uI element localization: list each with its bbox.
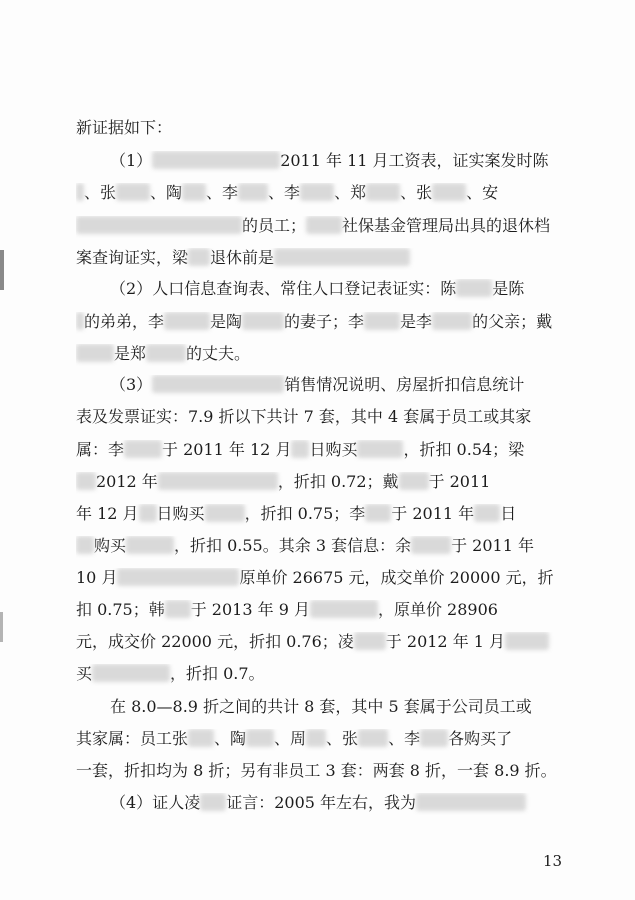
text-segment: 于 2011 <box>428 472 491 491</box>
evidence-1-line-3 <box>76 216 576 238</box>
redaction <box>358 729 388 747</box>
text-segment: 证言：2005 年左右，我为 <box>226 793 417 812</box>
redaction <box>76 472 96 490</box>
text-segment: 日 <box>500 504 517 523</box>
evidence-3-line-2 <box>76 407 576 429</box>
item-number: （4） <box>110 793 153 812</box>
redaction <box>366 183 400 201</box>
redaction <box>200 793 226 811</box>
text-segment: 2011 年 11 月工资表，证实案发时陈 <box>280 151 549 170</box>
evidence-3-line-4 <box>76 472 576 494</box>
text-segment: 一套，折扣均为 8 折；另有非员工 3 套：两套 8 折，一套 8.9 折。 <box>76 761 557 780</box>
evidence-3-line-9 <box>76 632 576 654</box>
text-segment: ，折扣 0.75；李 <box>244 504 366 523</box>
redaction <box>152 151 280 169</box>
text-segment: 、李 <box>206 183 239 202</box>
redaction <box>182 183 206 201</box>
redaction <box>300 183 334 201</box>
text-segment: 是陈 <box>492 279 525 298</box>
redaction <box>158 472 278 490</box>
text-segment: 各购买了 <box>448 729 513 748</box>
evidence-1-line-4 <box>76 248 576 270</box>
redaction <box>76 312 84 330</box>
text-segment: 于 2013 年 9 月 <box>190 600 310 619</box>
text-segment: 人口信息查询表、常住人口登记表证实：陈 <box>152 279 457 298</box>
redaction <box>416 793 526 811</box>
redaction <box>76 344 114 362</box>
redaction <box>242 312 284 330</box>
text-segment: 、张 <box>84 183 117 202</box>
evidence-3-line-1 <box>110 375 580 397</box>
scan-edge-shadow <box>0 250 4 290</box>
text-segment: 、李 <box>268 183 301 202</box>
evidence-2-line-3 <box>76 344 576 366</box>
text-segment: 其家属：员工张 <box>76 729 189 748</box>
evidence-3-line-10 <box>76 664 576 686</box>
text-segment: 的员工； <box>242 216 307 235</box>
page-number: 13 <box>543 852 563 870</box>
redaction <box>411 536 451 554</box>
redaction <box>146 344 186 362</box>
redaction <box>116 183 150 201</box>
redaction <box>432 183 466 201</box>
evidence-1-line-1 <box>110 151 580 173</box>
redaction <box>456 279 492 297</box>
text-segment: 表及发票证实：7.9 折以下共计 7 套，其中 4 套属于员工或其家 <box>76 407 532 426</box>
redaction <box>306 729 326 747</box>
redaction <box>399 472 429 490</box>
evidence-3-line-6 <box>76 536 576 558</box>
redaction <box>420 729 448 747</box>
redaction <box>165 600 191 618</box>
text-segment: 退休前是 <box>210 248 275 267</box>
evidence-2-line-1 <box>110 279 580 301</box>
redaction <box>152 375 284 393</box>
evidence-3-line-3 <box>76 440 576 462</box>
discount-paragraph-line-2 <box>76 729 576 751</box>
text-segment: 的丈夫。 <box>186 344 251 363</box>
redaction <box>92 664 170 682</box>
item-number: （1） <box>110 151 153 170</box>
text-segment: 属：李 <box>76 440 125 459</box>
redaction <box>357 440 403 458</box>
redaction <box>188 729 214 747</box>
text-segment: 、安 <box>466 183 499 202</box>
text-segment: ，折扣 0.7。 <box>170 664 265 683</box>
redaction <box>365 504 391 522</box>
text-segment: 于 2011 年 <box>391 504 475 523</box>
text-segment: 购买 <box>94 536 127 555</box>
text-segment: 于 2011 年 12 月 <box>162 440 292 459</box>
text-segment: 、陶 <box>150 183 183 202</box>
redaction <box>505 632 549 650</box>
text-segment: 销售情况说明、房屋折扣信息统计 <box>284 375 525 394</box>
evidence-4-line-1 <box>110 793 580 815</box>
evidence-2-line-2 <box>76 312 576 334</box>
redaction <box>139 504 157 522</box>
discount-paragraph-line-1 <box>110 697 580 719</box>
text-segment: 、郑 <box>334 183 367 202</box>
redaction <box>188 248 210 266</box>
text-segment: 、李 <box>388 729 421 748</box>
text-segment: 于 2012 年 1 月 <box>385 632 506 651</box>
text-segment: 10 月 <box>76 568 118 587</box>
text-segment: 的妻子；李 <box>284 312 365 331</box>
scan-edge-shadow <box>0 612 3 642</box>
evidence-3-line-8 <box>76 600 576 622</box>
redaction <box>274 248 410 266</box>
intro-line: 新证据如下： <box>76 118 173 137</box>
text-segment: 是郑 <box>114 344 147 363</box>
text-segment: ，折扣 0.54；梁 <box>403 440 525 459</box>
redaction <box>76 536 94 554</box>
text-segment: 是陶 <box>210 312 243 331</box>
item-number: （3） <box>110 375 153 394</box>
text-segment: 元，成交价 22000 元，折扣 0.76；凌 <box>76 632 354 651</box>
text-segment: 的父亲；戴 <box>472 312 553 331</box>
redaction <box>164 312 210 330</box>
redaction <box>205 504 245 522</box>
text-segment: 原单价 26675 元，成交单价 20000 元，折 <box>239 568 554 587</box>
text-segment: 2012 年 <box>96 472 158 491</box>
evidence-3-line-5 <box>76 504 576 526</box>
text-segment: 、张 <box>326 729 359 748</box>
text-segment: 、张 <box>400 183 433 202</box>
text-segment: ，原单价 28906 <box>377 600 498 619</box>
text-segment: 于 2011 年 <box>451 536 534 555</box>
text-segment: 是李 <box>400 312 433 331</box>
evidence-3-line-7 <box>76 568 576 590</box>
text-segment: ，折扣 0.55。其余 3 套信息：余 <box>174 536 412 555</box>
text-segment: 在 8.0—8.9 折之间的共计 8 套，其中 5 套属于公司员工或 <box>110 697 532 716</box>
discount-paragraph-line-3 <box>76 761 576 783</box>
text-segment: 扣 0.75；韩 <box>76 600 165 619</box>
text-segment: 日购买 <box>309 440 358 459</box>
text-segment: 证人凌 <box>152 793 201 812</box>
redaction <box>474 504 500 522</box>
redaction <box>310 600 378 618</box>
text-segment: 买 <box>76 664 93 683</box>
evidence-1-line-2 <box>76 183 576 205</box>
redaction <box>238 183 268 201</box>
text-segment: 社保基金管理局出具的退休档 <box>342 216 551 235</box>
text-segment: 案查询证实，梁 <box>76 248 189 267</box>
redaction <box>246 729 274 747</box>
redaction <box>117 568 239 586</box>
redaction <box>354 632 386 650</box>
redaction <box>126 536 174 554</box>
redaction <box>432 312 472 330</box>
text-segment: 、周 <box>274 729 307 748</box>
text-segment: 、陶 <box>214 729 247 748</box>
redaction <box>291 440 309 458</box>
text-segment: ，折扣 0.72；戴 <box>277 472 399 491</box>
redaction <box>124 440 162 458</box>
redaction <box>76 183 84 201</box>
redaction <box>306 216 342 234</box>
redaction <box>76 216 242 234</box>
redaction <box>364 312 400 330</box>
item-number: （2） <box>110 279 153 298</box>
text-segment: 日购买 <box>156 504 205 523</box>
text-segment: 年 12 月 <box>76 504 139 523</box>
text-segment: 的弟弟，李 <box>84 312 165 331</box>
